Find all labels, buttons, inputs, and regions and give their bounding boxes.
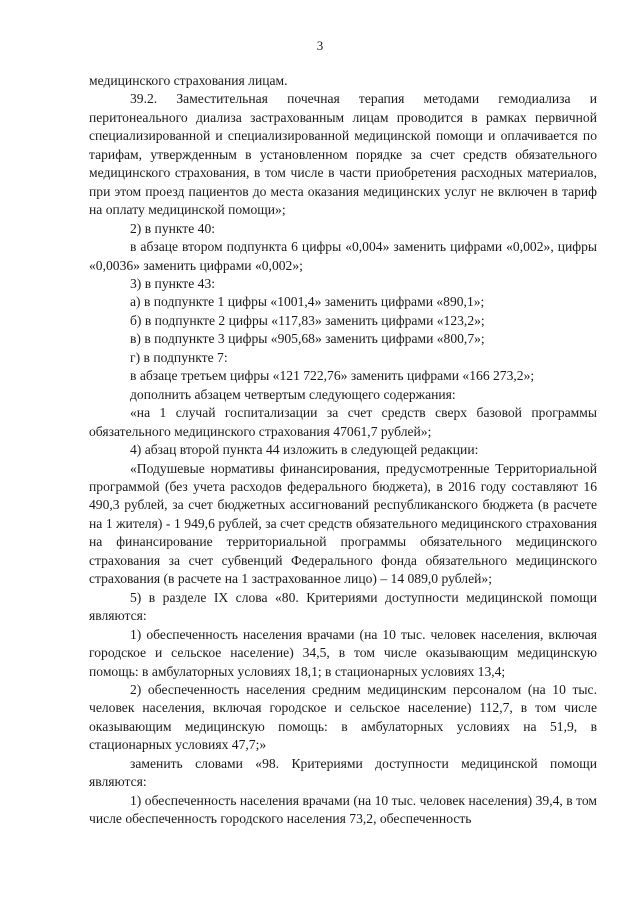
- paragraph: а) в подпункте 1 цифры «1001,4» заменить цифрами «890,1»;: [130, 294, 485, 310]
- paragraph: заменить словами «98. Критериями доступности медицинской помощи являются:: [89, 755, 597, 790]
- paragraph: 5) в разделе IX слова «80. Критериями доступности медицинской помощи являются:: [89, 589, 597, 624]
- paragraph: «на 1 случай госпитализации за счет средств сверх базовой программы обязательного медицинского страхования 47061,7 рублей»;: [89, 405, 597, 439]
- paragraph: 2) в пункте 40:: [130, 220, 216, 236]
- paragraph: г) в подпункте 7:: [130, 349, 228, 365]
- paragraph: в абзаце втором подпункта 6 цифры «0,004» заменить цифрами «0,002», цифры «0,0036» заменить цифрами «0,002»;: [89, 239, 597, 273]
- paragraph: в абзаце третьем цифры «121 722,76» заменить цифрами «166 273,2»;: [130, 368, 535, 384]
- paragraph: 3) в пункте 43:: [130, 275, 216, 291]
- paragraph: 4) абзац второй пункта 44 изложить в следующей редакции:: [130, 442, 479, 458]
- paragraph: в) в подпункте 3 цифры «905,68» заменить цифрами «800,7»;: [130, 331, 485, 347]
- paragraph: дополнить абзацем четвертым следующего содержания:: [130, 386, 456, 402]
- paragraph: б) в подпункте 2 цифры «117,83» заменить цифрами «123,2»;: [130, 312, 485, 328]
- paragraph: 39.2. Заместительная почечная терапия методами гемодиализа и перитонеального диализа застрахованным лицам проводится в рамках первичной специализированной и специализированной медицинской помощи и оплачивается по тарифам, утвержденным в установленном порядке за счет средств обязательного медицинского страхования, в том числе в части приобретения расходных материалов, при этом проезд пациентов до места оказания медицинских услуг не включен в тариф на оплату медицинской помощи»;: [89, 91, 597, 218]
- paragraph: медицинского страхования лицам.: [89, 73, 288, 88]
- paragraph: 1) обеспеченность населения врачами (на 10 тыс. человек населения, включая городское и сельское население) 34,5, в том числе оказывающим медицинскую помощь: в амбулаторных условиях 18,1; в стационарных условиях 13,4;: [89, 626, 597, 679]
- paragraph: «Подушевые нормативы финансирования, предусмотренные Территориальной программой (без учета расходов федерального бюджета), в 2016 году составляют 16 490,3 рублей, за счет бюджетных ассигнований республиканского бюджета (в расчете на 1 жителя) - 1 949,6 рублей, за счет средств обязательного медицинского страхования на финансирование территориальной программы обязательного медицинского страхования за счет субвенций Федерального фонда обязательного медицинского страхования (в расчете на 1 застрахованное лицо) – 14 089,0 рублей»;: [89, 460, 597, 587]
- page-number: 3: [316, 38, 324, 53]
- paragraph: 1) обеспеченность населения врачами (на 10 тыс. человек населения) 39,4, в том числе обеспеченность городского населения 73,2, обеспеченность: [89, 792, 597, 827]
- paragraph: 2) обеспеченность населения средним медицинским персоналом (на 10 тыс. человек населения, включая городское и сельское население) 112,7, в том числе оказывающим медицинскую помощь: в амбулаторных условиях на 51,9, в стационарных условиях 47,7;»: [89, 681, 597, 753]
- document-body: [89, 72, 597, 829]
